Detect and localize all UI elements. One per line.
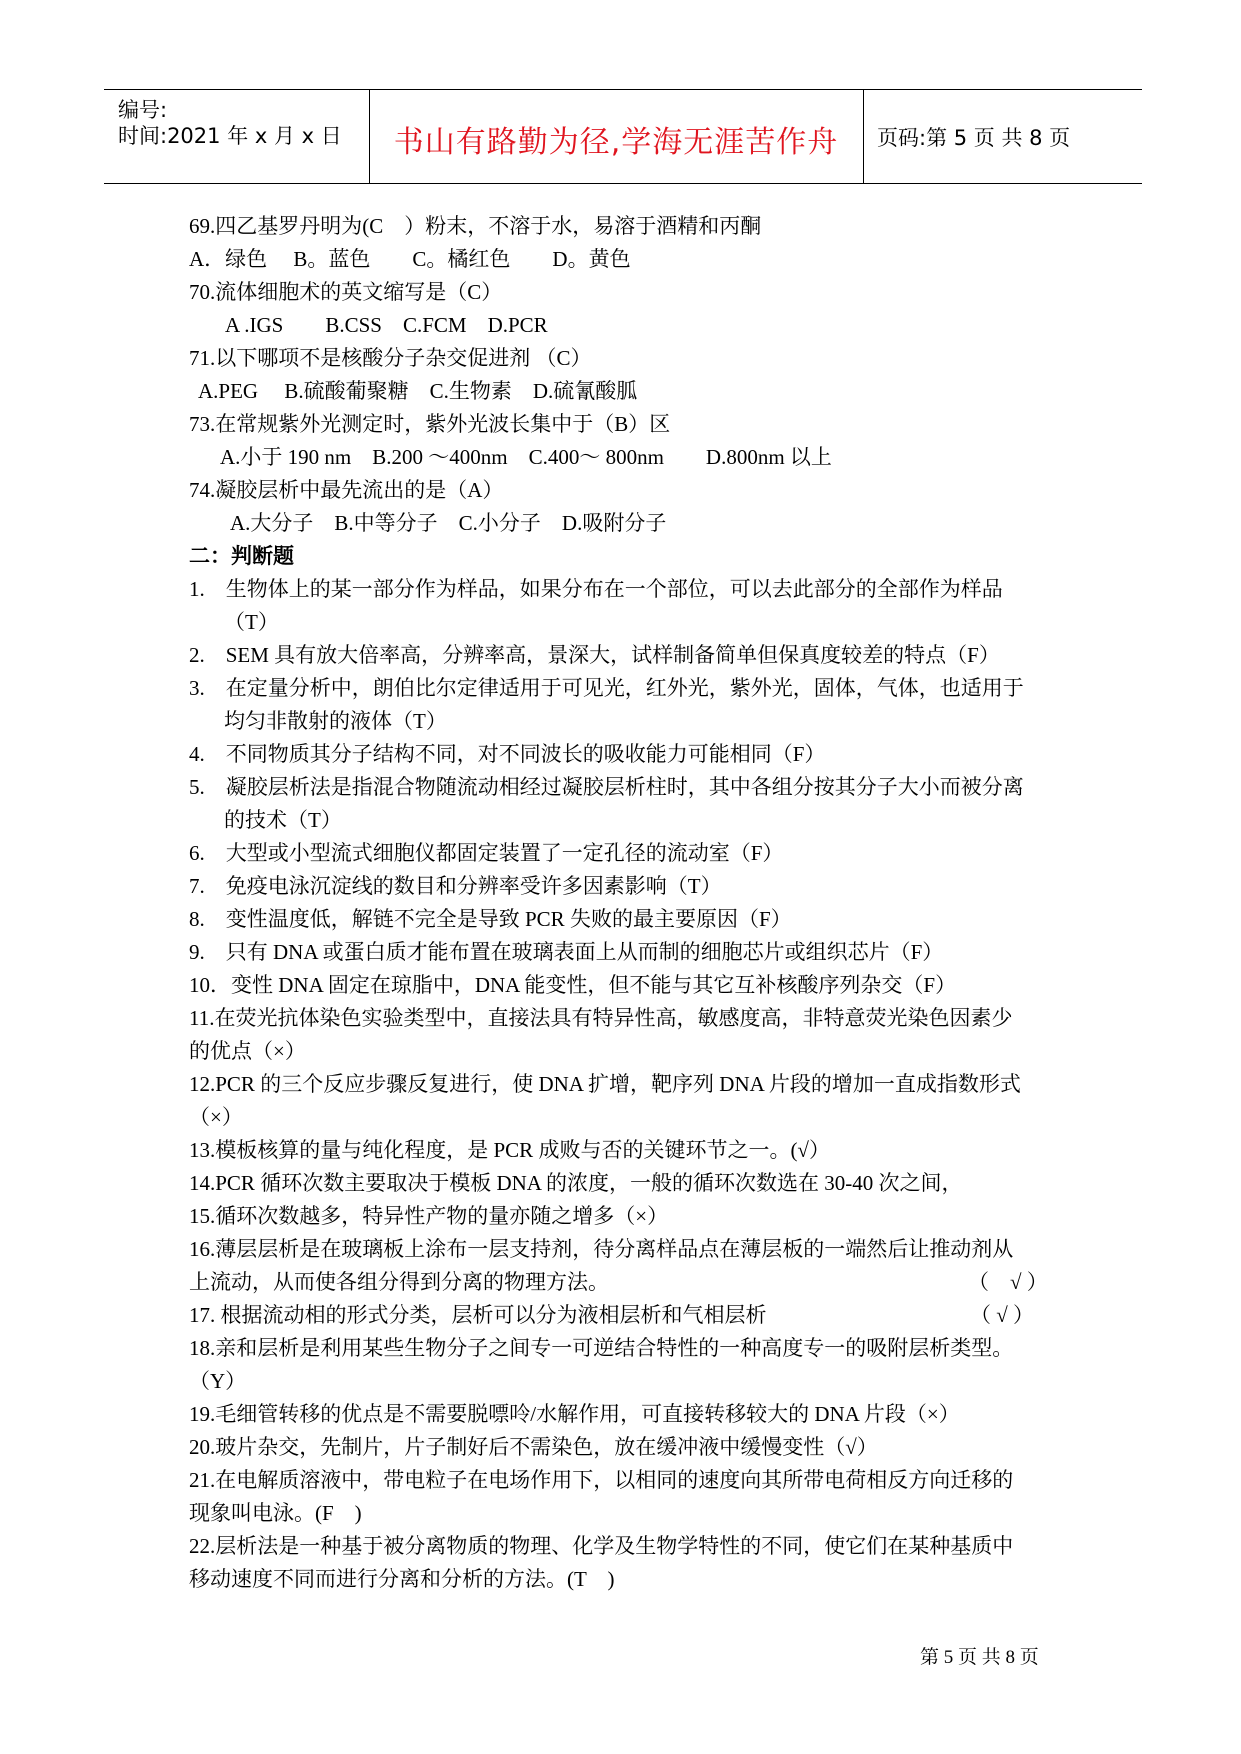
text-line: A.小于 190 nm B.200 ～400nm C.400～ 800nm D.800nm 以上 <box>220 445 832 469</box>
text-line: 21.在电解质溶液中，带电粒子在电场作用下，以相同的速度向其所带电荷相反方向迁移的 <box>189 1468 1014 1492</box>
text-line: （×） <box>189 1105 243 1129</box>
text-line: A．绿色 B。蓝色 C。橘红色 D。黄色 <box>189 247 631 271</box>
section-heading: 二：判断题 <box>189 544 294 568</box>
text-line: 13.模板核算的量与纯化程度，是 PCR 成败与否的关键环节之一。(√） <box>189 1138 830 1162</box>
text-line: 5. 凝胶层析法是指混合物随流动相经过凝胶层析柱时，其中各组分按其分子大小而被分离 <box>189 775 1024 799</box>
page-footer: 第 5 页 共 8 页 <box>920 1647 1039 1668</box>
text-line: （ √ ） <box>970 1303 1035 1327</box>
text-line: 19.毛细管转移的优点是不需要脱嘌呤/水解作用，可直接转移较大的 DNA 片段（×） <box>189 1402 960 1426</box>
text-line: 9. 只有 DNA 或蛋白质才能布置在玻璃表面上从而制的细胞芯片或组织芯片（F） <box>189 940 944 964</box>
text-line: 现象叫电泳。(F ) <box>189 1501 362 1525</box>
text-line: 7. 免疫电泳沉淀线的数目和分辨率受许多因素影响（T） <box>189 874 722 898</box>
text-line: 移动速度不同而进行分离和分析的方法。(T ) <box>189 1567 615 1591</box>
header-motto-cell <box>369 90 864 183</box>
text-line: （Y） <box>189 1369 247 1393</box>
text-line: 15.循环次数越多，特异性产物的量亦随之增多（×） <box>189 1204 669 1228</box>
text-line: 22.层析法是一种基于被分离物质的物理、化学及生物学特性的不同，使它们在某种基质中 <box>189 1534 1014 1558</box>
text-line: 16.薄层层析是在玻璃板上涂布一层支持剂，待分离样品点在薄层板的一端然后让推动剂从 <box>189 1237 1014 1261</box>
motto-text: 书山有路勤为径,学海无涯苦作舟 <box>393 125 839 160</box>
text-line: 74.凝胶层析中最先流出的是（A） <box>189 478 504 502</box>
text-line: A.大分子 B.中等分子 C.小分子 D.吸附分子 <box>230 511 667 535</box>
text-line: 4. 不同物质其分子结构不同，对不同波长的吸收能力可能相同（F） <box>189 742 826 766</box>
text-line: 18.亲和层析是利用某些生物分子之间专一可逆结合特性的一种高度专一的吸附层析类型。 <box>189 1336 1014 1360</box>
text-line: 73.在常规紫外光测定时，紫外光波长集中于（B）区 <box>189 412 671 436</box>
text-line: A .IGS B.CSS C.FCM D.PCR <box>225 313 548 337</box>
text-line: 3. 在定量分析中，朗伯比尔定律适用于可见光，红外光，紫外光，固体，气体，也适用于 <box>189 676 1024 700</box>
text-line: A.PEG B.硫酸葡聚糖 C.生物素 D.硫氰酸胍 <box>198 379 638 403</box>
text-line: 17. 根据流动相的形式分类，层析可以分为液相层析和气相层析 <box>189 1303 767 1327</box>
text-line: 70.流体细胞术的英文缩写是（C） <box>189 280 503 304</box>
text-line: 69.四乙基罗丹明为(C ）粉末，不溶于水，易溶于酒精和丙酮 <box>189 214 762 238</box>
text-line: 12.PCR 的三个反应步骤反复进行，使 DNA 扩增，靶序列 DNA 片段的增加一直成指数形式 <box>189 1072 1021 1096</box>
text-line: 6. 大型或小型流式细胞仪都固定装置了一定孔径的流动室（F） <box>189 841 784 865</box>
text-line: 20.玻片杂交，先制片，片子制好后不需染色，放在缓冲液中缓慢变性（√） <box>189 1435 878 1459</box>
time-label: 时间:2021 年 x 月 x 日 <box>118 124 342 148</box>
page-header <box>104 89 1142 184</box>
page-info: 页码:第 5 页 共 8 页 <box>877 126 1071 150</box>
header-right-cell <box>863 90 1142 183</box>
text-line: 1. 生物体上的某一部分作为样品，如果分布在一个部位，可以去此部分的全部作为样品 <box>189 577 1003 601</box>
text-line: 2. SEM 具有放大倍率高，分辨率高，景深大，试样制备简单但保真度较差的特点（F） <box>189 643 1000 667</box>
text-line: 8. 变性温度低，解链不完全是导致 PCR 失败的最主要原因（F） <box>189 907 792 931</box>
text-line: 上流动，从而使各组分得到分离的物理方法。 <box>189 1270 609 1294</box>
text-line: 的技术（T） <box>224 808 342 832</box>
text-line: 11.在荧光抗体染色实验类型中，直接法具有特异性高，敏感度高，非特意荧光染色因素少 <box>189 1006 1013 1030</box>
header-left-cell <box>104 90 370 183</box>
text-line: 14.PCR 循环次数主要取决于模板 DNA 的浓度，一般的循环次数选在 30-40 次之间， <box>189 1171 963 1195</box>
text-line: 的优点（×） <box>189 1039 306 1063</box>
text-line: 10．变性 DNA 固定在琼脂中，DNA 能变性，但不能与其它互补核酸序列杂交（F） <box>189 973 957 997</box>
text-line: （ √ ） <box>968 1270 1048 1294</box>
text-line: （T） <box>224 610 279 634</box>
text-line: 71.以下哪项不是核酸分子杂交促进剂 （C） <box>189 346 592 370</box>
text-line: 均匀非散射的液体（T） <box>224 709 447 733</box>
serial-label: 编号: <box>118 98 168 122</box>
